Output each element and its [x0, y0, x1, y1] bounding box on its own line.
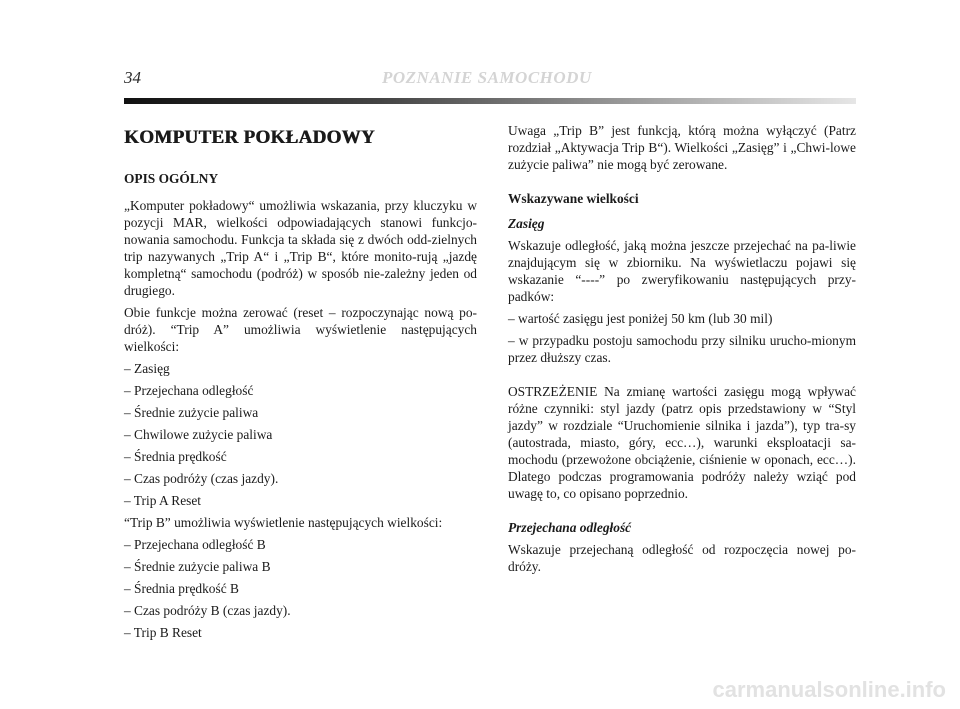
trip-b-intro: “Trip B” umożliwia wyświetlenie następujących wielkości: — [124, 515, 443, 530]
list-item: – Trip B Reset — [124, 625, 202, 640]
reset-paragraph: Obie funkcje można zerować (reset – rozpoczynając nową po-dróż). “Trip A” umożliwia wyświetlenie następujących wielkości: — [124, 305, 477, 354]
range-case-1: – wartość zasięgu jest poniżej 50 km (lub 30 mil) — [508, 311, 773, 326]
list-item: – Czas podróży B (czas jazdy). — [124, 603, 291, 618]
running-header: POZNANIE SAMOCHODU — [382, 68, 592, 87]
page-number: 34 — [124, 68, 141, 87]
list-item: – Średnia prędkość — [124, 449, 227, 464]
range-heading: Zasięg — [508, 216, 545, 231]
left-column — [124, 122, 477, 646]
list-item: – Przejechana odległość — [124, 383, 254, 398]
list-item: – Zasięg — [124, 361, 170, 376]
header-rule — [124, 98, 856, 104]
list-item: – Czas podróży (czas jazdy). — [124, 471, 279, 486]
right-column — [508, 122, 856, 575]
watermark: carmanualsonline.info — [712, 677, 946, 702]
list-item: – Przejechana odległość B — [124, 537, 266, 552]
distance-paragraph: Wskazuje przejechaną odległość od rozpoczęcia nowej po-dróży. — [508, 542, 856, 574]
values-heading: Wskazywane wielkości — [508, 191, 639, 206]
list-item: – Chwilowe zużycie paliwa — [124, 427, 273, 442]
warning-paragraph: OSTRZEŻENIE Na zmianę wartości zasięgu mogą wpływać różne czynniki: styl jazdy (patrz opis przedstawiony w “Styl jazdy” w rozdziale “Uruchomienie silnika i jazda”), typ tra-sy (autostrada, miasto, góry, ecc…), warunki eksploatacji sa-mochodu (przewożone obciążenie, ciśnienie w oponach, ecc…). Dlatego podczas programowania podróży należy wziąć pod uwagę to, co opisano poprzednio. — [508, 384, 856, 501]
subsection-title: OPIS OGÓLNY — [124, 171, 219, 186]
trip-b-note: Uwaga „Trip B” jest funkcją, którą można wyłączyć (Patrz rozdział „Aktywacja Trip B“). Wielkości „Zasięg” i „Chwi-lowe zużycie paliwa” nie mogą być zerowane. — [508, 123, 856, 172]
list-item: – Trip A Reset — [124, 493, 202, 508]
list-item: – Średnie zużycie paliwa — [124, 405, 259, 420]
distance-heading: Przejechana odległość — [508, 520, 632, 535]
trip-a-list — [124, 360, 477, 509]
range-paragraph: Wskazuje odległość, jaką można jeszcze przejechać na pa-liwie znajdującym się w zbiorniku. Na wyświetlaczu pojawi się wskazanie “----” po zweryfikowaniu następujących przy-padków: — [508, 238, 856, 304]
section-title: KOMPUTER POKŁADOWY — [124, 127, 375, 148]
list-item: – Średnie zużycie paliwa B — [124, 559, 271, 574]
list-item: – Średnia prędkość B — [124, 581, 239, 596]
range-case-2: – w przypadku postoju samochodu przy silniku urucho-mionym przez dłuższy czas. — [508, 333, 856, 365]
intro-paragraph: „Komputer pokładowy“ umożliwia wskazania, przy kluczyku w pozycji MAR, wielkości odpowiadających stanowi funkcjo-nowania samochodu. Funkcja ta składa się z dwóch odd-zielnych trip nazywanych „Trip A“ i „Trip B“, które monito-rują „jazdę kompletną“ samochodu (podróż) w sposób nie-zależny jeden od drugiego. — [124, 198, 477, 298]
trip-b-list — [124, 536, 477, 641]
